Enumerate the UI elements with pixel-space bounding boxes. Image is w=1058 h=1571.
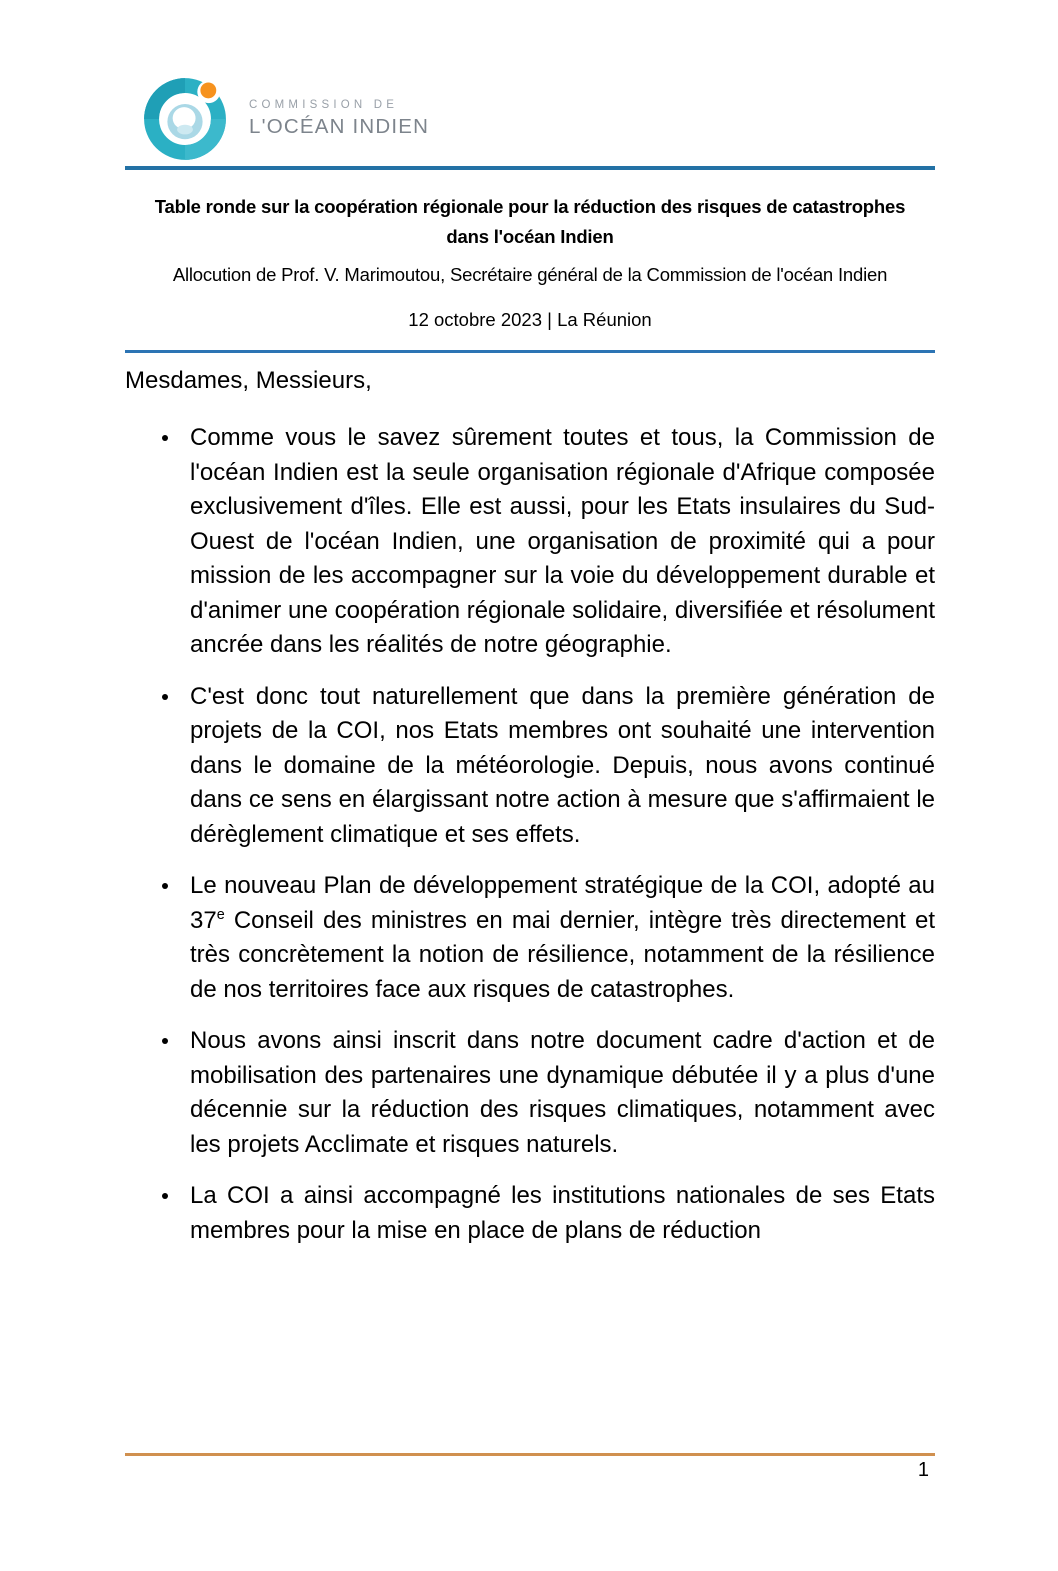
page-title-line2: dans l'océan Indien <box>446 226 614 247</box>
bullet-icon <box>162 1193 168 1199</box>
bullet-item <box>125 1024 935 1162</box>
page-number: 1 <box>917 1459 929 1481</box>
subheader-rule <box>125 350 935 353</box>
bullet-icon <box>162 1038 168 1044</box>
document-header <box>125 170 935 331</box>
footer-rule <box>125 1453 935 1456</box>
salutation: Mesdames, Messieurs, <box>125 367 372 394</box>
logo-brand-line1: COMMISSION DE <box>249 99 399 111</box>
bullet-marker-col <box>125 1179 190 1248</box>
document-subtitle: Allocution de Prof. V. Marimoutou, Secrétaire général de la Commission de l'océan Indien <box>172 264 888 285</box>
bullet-text: Nous avons ainsi inscrit dans notre document cadre d'action et de mobilisation des partenaires une dynamique débutée il y a plus d'une décennie sur la réduction des risques climatiques, notamment avec les projets Acclimate et risques naturels. <box>190 1027 935 1158</box>
page-title-line1: Table ronde sur la coopération régionale pour la réduction des risques de catastrophes <box>154 196 906 217</box>
coi-logo-icon <box>141 75 229 163</box>
bullet-text: C'est donc tout naturellement que dans la première génération de projets de la COI, nos Etats membres ont souhaité une intervention dans le domaine de la météorologie. Depuis, nous avons continué dans ce sens en élargissant notre action à mesure que s'affirmaient le dérèglement climatique et ses effets. <box>190 682 935 848</box>
bullet-item <box>125 1179 935 1248</box>
bullet-marker-col <box>125 680 190 853</box>
logo-brand-line2: L'OCÉAN INDIEN <box>249 115 430 138</box>
bullet-item <box>125 421 935 663</box>
bullet-list <box>125 421 935 1248</box>
bullet-text-part: Le nouveau Plan de développement stratégique de la COI, adopté au 37 <box>190 872 935 934</box>
bullet-text <box>190 869 935 1007</box>
bullet-marker-col <box>125 421 190 663</box>
bullet-icon <box>162 883 168 889</box>
document-page <box>0 74 1058 1248</box>
document-dateline: 12 octobre 2023 | La Réunion <box>408 309 652 330</box>
logo <box>141 74 935 164</box>
bullet-marker-col <box>125 1024 190 1162</box>
bullet-icon <box>162 694 168 700</box>
bullet-item <box>125 680 935 853</box>
bullet-item <box>125 869 935 1007</box>
ordinal-superscript: e <box>216 906 225 923</box>
bullet-text-part: Conseil des ministres en mai dernier, intègre très directement et très concrètement la notion de résilience, notamment de la résilience de nos territoires face aux risques de catastrophes. <box>190 906 935 1003</box>
bullet-text: Comme vous le savez sûrement toutes et tous, la Commission de l'océan Indien est la seule organisation régionale d'Afrique composée exclusivement d'îles. Elle est aussi, pour les Etats insulaires du Sud-Ouest de l'océan Indien, une organisation de proximité qui a pour mission de les accompagner sur la voie du développement durable et d'animer une coopération régionale solidaire, diversifiée et résolument ancrée dans les réalités de notre géographie. <box>190 424 936 658</box>
bullet-text: La COI a ainsi accompagné les institutions nationales de ses Etats membres pour la mise en place de plans de réduction <box>190 1182 935 1244</box>
bullet-icon <box>162 435 168 441</box>
bullet-marker-col <box>125 869 190 1007</box>
logo-text <box>249 99 429 139</box>
